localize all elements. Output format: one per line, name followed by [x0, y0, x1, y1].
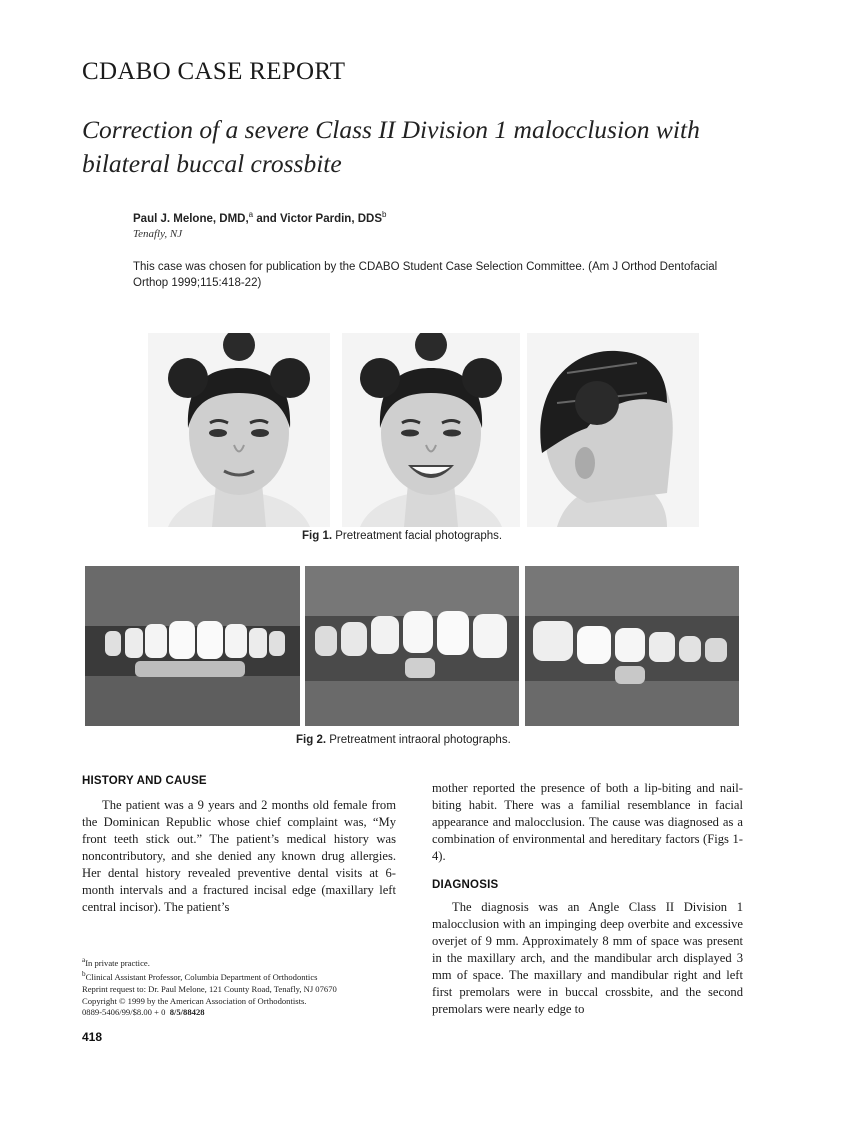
- footnote-a-text: In private practice.: [85, 957, 150, 968]
- figure-1-caption: [302, 530, 502, 542]
- intraoral-right-buccal-photo: [305, 566, 519, 726]
- diagnosis-heading: DIAGNOSIS: [432, 879, 499, 891]
- figure-2-label: Fig 2.: [296, 734, 327, 746]
- author-line: [133, 210, 386, 225]
- footnote-a: [82, 955, 402, 969]
- footnote-a-mark: a: [82, 956, 86, 964]
- article-code: 8/5/88428: [169, 1007, 205, 1018]
- author-conjunction: and: [253, 212, 280, 225]
- history-paragraph: The patient was a 9 years and 2 months old female from the Dominican Republic whose chief complaint was, “My front teeth stick out.” The patient’s medical history was noncontributory, and she denied any known drug allergies. Her dental history revealed preventive dental visits at 6-month intervals and a fractured incisal edge (maxillary left central incisor). The patient’s: [82, 798, 396, 914]
- section-heading: CDABO CASE REPORT: [82, 58, 346, 85]
- author-1-affiliation-mark: a: [248, 210, 254, 219]
- figure-1-caption-text: Pretreatment facial photographs.: [332, 530, 503, 542]
- profile-face-photo: [527, 333, 699, 527]
- footnote-b-text: Clinical Assistant Professor, Columbia Department of Orthodontics: [85, 972, 318, 983]
- selection-note: This case was chosen for publication by the CDABO Student Case Selection Committee. (Am J Orthod Dentofacial Orthop 1999;115:418-22): [133, 261, 718, 289]
- issn-text: 0889-5406/99/$8.00 + 0: [82, 1007, 166, 1018]
- diagnosis-text: [432, 899, 743, 1018]
- author-1: Paul J. Melone, DMD,: [133, 212, 249, 225]
- history-text: [82, 797, 396, 916]
- history-heading: HISTORY AND CAUSE: [82, 775, 207, 787]
- reprint-request: Reprint request to: Dr. Paul Melone, 121 County Road, Tenafly, NJ 07670: [82, 983, 337, 994]
- intraoral-left-buccal-photo: [525, 566, 739, 726]
- intraoral-frontal-photo: [85, 566, 300, 726]
- footnote-b-mark: b: [82, 970, 86, 979]
- diagnosis-paragraph: The diagnosis was an Angle Class II Division 1 malocclusion with an impinging deep overbite and excessive overjet of 9 mm. Approximately 8 mm of space was present in the maxillary arch, and the mandibular arch displayed 3 mm of space. The maxillary and mandibular right and left first premolars were in buccal crossbite, and the second premolars were nearly edge to: [432, 900, 743, 1016]
- figure-2-caption: [296, 734, 511, 746]
- smiling-face-photo: [342, 333, 520, 527]
- author-2: Victor Pardin, DDS: [279, 212, 383, 225]
- figure-1-label: Fig 1.: [302, 530, 333, 542]
- issn-line: [82, 1007, 402, 1019]
- footnote-b: [82, 969, 402, 983]
- page-number: 418: [82, 1030, 103, 1044]
- author-location: Tenafly, NJ: [133, 228, 183, 240]
- right-column-text: [432, 780, 743, 865]
- copyright-notice: Copyright © 1999 by the American Association of Orthodontists.: [82, 995, 307, 1006]
- article-title: Correction of a severe Class II Division 1 malocclusion with bilateral buccal crossbite: [82, 115, 700, 178]
- history-continued-paragraph: mother reported the presence of both a lip-biting and nail-biting habit. There was a familial resemblance in facial appearance and malocclusion. The cause was diagnosed as a combination of environmental and hereditary factors (Figs 1-4).: [432, 781, 743, 863]
- figure-2-caption-text: Pretreatment intraoral photographs.: [326, 734, 511, 746]
- author-2-affiliation-mark: b: [382, 210, 387, 219]
- frontal-face-photo: [148, 333, 330, 527]
- footnotes: [82, 955, 402, 1019]
